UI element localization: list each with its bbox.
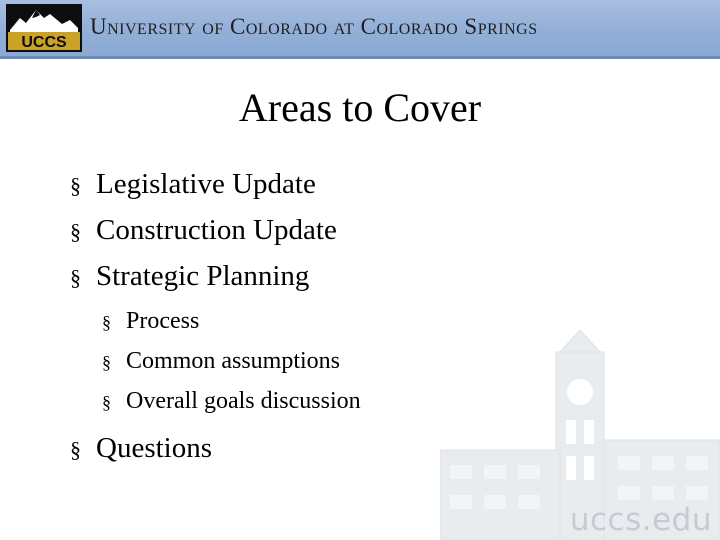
bullet-icon: § [70, 437, 81, 462]
list-item-text: Questions [96, 432, 212, 464]
slide-title: Areas to Cover [238, 85, 482, 130]
bullet-icon: § [102, 392, 111, 412]
sub-list-item [102, 388, 361, 428]
bullet-icon: § [70, 219, 81, 244]
uccs-logo [6, 4, 82, 52]
sublist-container [70, 306, 361, 432]
sub-list-item-text: Common assumptions [126, 348, 341, 374]
header-band [0, 0, 720, 56]
header-divider [0, 56, 720, 59]
sub-list-item-text: Overall goals discussion [126, 388, 361, 414]
list-item [70, 432, 361, 478]
footer-url: uccs.edu [569, 502, 712, 538]
list-item [70, 260, 361, 306]
bullet-icon: § [102, 312, 111, 332]
sub-list-item-text: Process [126, 308, 200, 334]
logo-text: UCCS [21, 34, 67, 51]
list-item-text: Legislative Update [96, 168, 316, 200]
list-item [70, 214, 361, 260]
sub-bullet-list [70, 308, 361, 428]
bullet-icon: § [70, 173, 81, 198]
list-item-text: Strategic Planning [96, 260, 310, 292]
sub-list-item [102, 308, 361, 348]
bullet-icon: § [70, 265, 81, 290]
bullet-icon: § [102, 352, 111, 372]
list-item-text: Construction Update [96, 214, 337, 246]
list-item [70, 168, 361, 214]
bullet-list [70, 168, 361, 478]
university-name: University of Colorado at Colorado Springs [90, 14, 538, 39]
sub-list-item [102, 348, 361, 388]
